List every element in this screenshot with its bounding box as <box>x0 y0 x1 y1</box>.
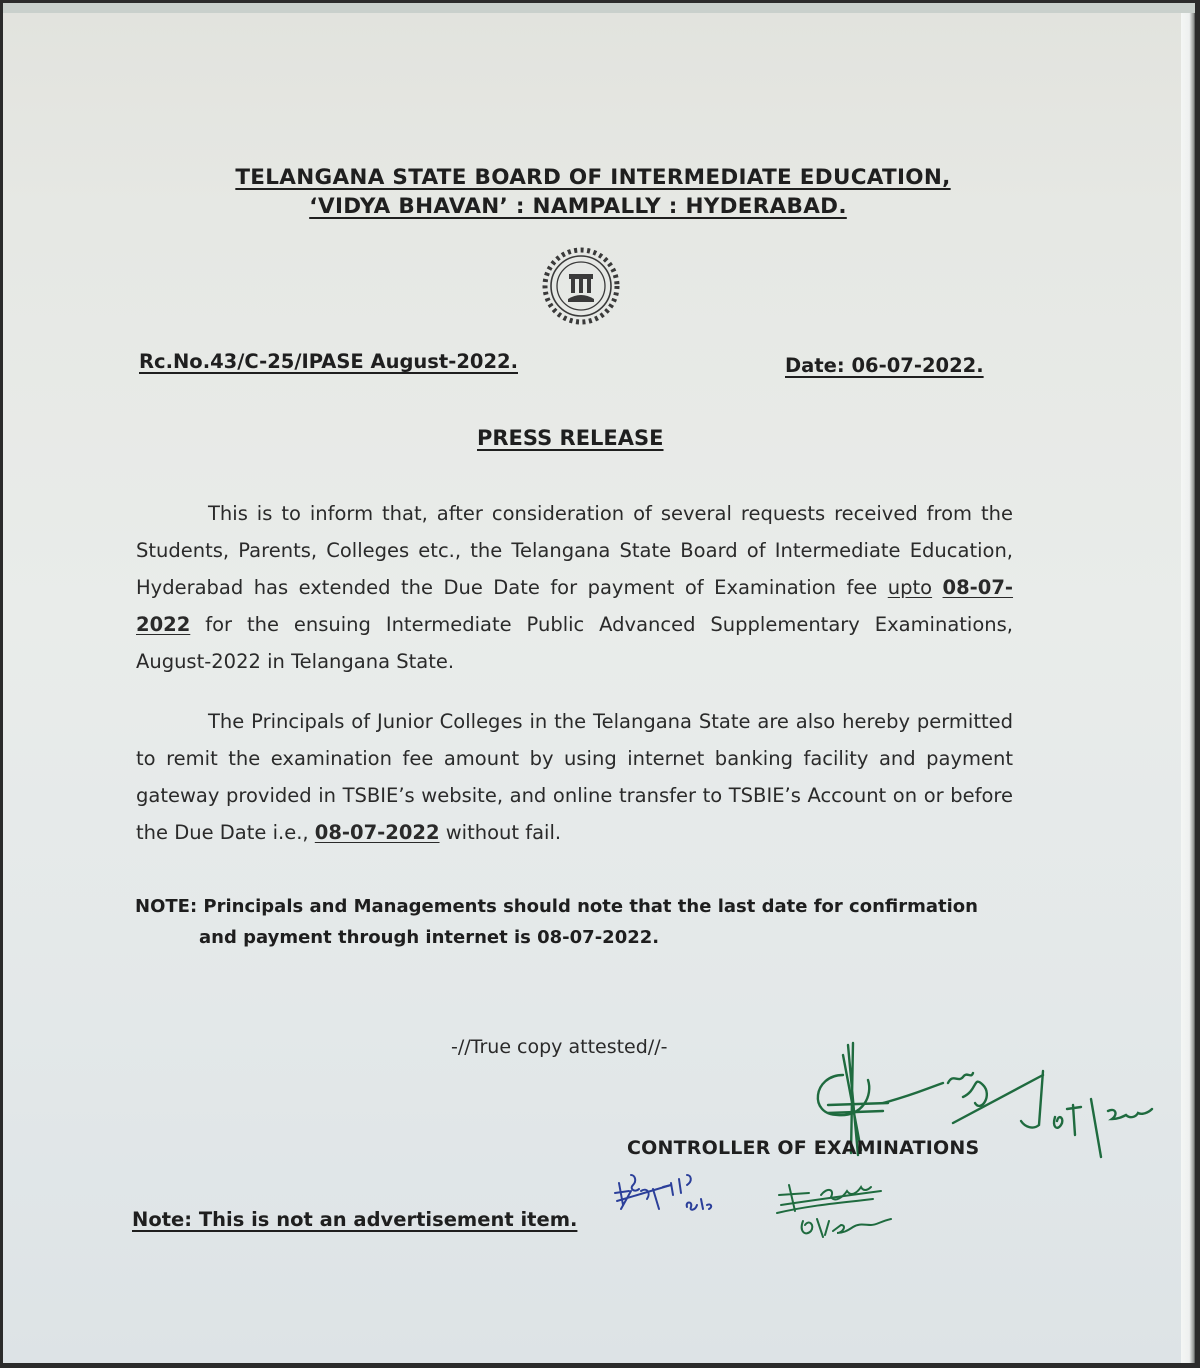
reference-number: Rc.No.43/C-25/IPASE August-2022. <box>139 350 518 373</box>
paragraph-text: The Principals of Junior Colleges in the Telangana State are also hereby permitted to remit the examination fee amount by using internet banking facility and payment gateway provided in TSBIE’s website, and online transfer to TSBIE’s Account on or before the Due Date i.e., <box>136 710 1013 844</box>
due-date-highlight: 08-07-2022 <box>314 821 440 844</box>
board-emblem-seal-icon <box>538 241 624 331</box>
paragraph-text: This is to inform that, after consideration of several requests received from the Students, Parents, Colleges etc., the Telangana State Board of Intermediate Education, Hyderabad has extended the Due Date for payment of Examination fee <box>136 502 1013 599</box>
signatory-title: CONTROLLER OF EXAMINATIONS <box>627 1137 980 1159</box>
countersignature-icon <box>611 1165 931 1245</box>
page-edge-shadow <box>1181 13 1195 1363</box>
due-date-highlight: 08-07-2022 <box>136 576 1014 636</box>
paragraph-text: without fail. <box>439 821 562 844</box>
paragraph-text: for the ensuing Intermediate Public Advanced Supplementary Examinations, August-2022 in Telangana State. <box>136 613 1013 673</box>
upto-label: upto <box>887 576 933 599</box>
issue-date: Date: 06-07-2022. <box>785 354 984 377</box>
note-line-2: and payment through internet is 08-07-2022. <box>199 927 660 948</box>
paragraph-fee-extension <box>136 495 1013 680</box>
advertisement-disclaimer: Note: This is not an advertisement item. <box>132 1208 578 1231</box>
attestation-text: -//True copy attested//- <box>451 1036 668 1058</box>
board-address-heading: ‘VIDYA BHAVAN’ : NAMPALLY : HYDERABAD. <box>309 194 847 219</box>
press-release-title: PRESS RELEASE <box>477 426 664 450</box>
note-block <box>135 891 1015 953</box>
note-line-1: NOTE: Principals and Managements should note that the last date for confirmation <box>135 896 978 917</box>
board-name-heading: TELANGANA STATE BOARD OF INTERMEDIATE EDUCATION, <box>235 165 951 190</box>
paragraph-payment-instructions <box>136 703 1013 851</box>
document-page <box>3 3 1195 1363</box>
